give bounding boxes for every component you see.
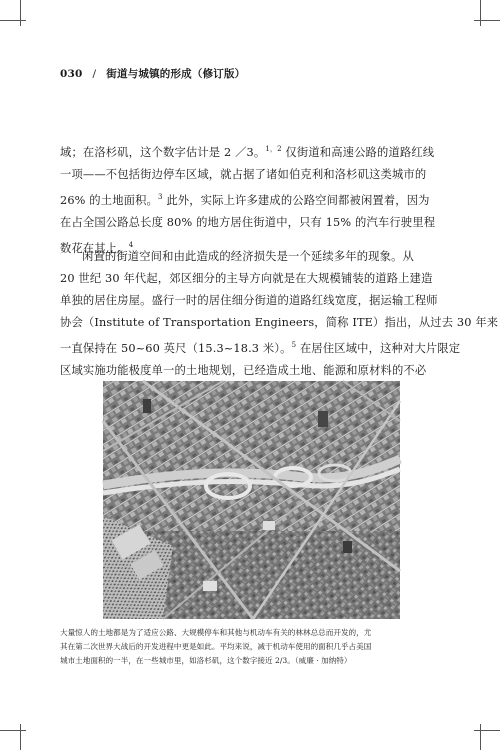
photo-caption [60, 626, 442, 668]
crop-mark [0, 730, 26, 731]
book-title: 街道与城镇的形成（修订版） [106, 68, 246, 80]
crop-mark [20, 724, 21, 750]
footnote-ref: 4 [128, 241, 134, 249]
crop-mark [20, 0, 21, 26]
text-line: 数花在其上。$^4$ [60, 241, 134, 255]
caption-line: 大量惊人的土地都是为了适应公路、大规模停车和其他与机动车有关的林林总总而开发的，尤 [60, 628, 372, 637]
text-line: 协会（Institute of Transportation Engineers，简称 ITE）指出，从过去 30 年来 [60, 316, 499, 329]
text-line: 单独的居住房屋。盛行一时的居住细分街道的道路红线宽度，据运输工程师 [60, 294, 438, 307]
crop-mark [480, 0, 481, 26]
text-line: 域；在洛杉矶，这个数字估计是 2 ／3。$^{1,2}$ 仅街道和高速公路的道路红线 [60, 145, 435, 159]
text-line: 在占全国公路总长度 80% 的地方居住街道中，只有 15% 的汽车行驶里程 [60, 216, 436, 229]
aerial-photo [103, 381, 400, 619]
caption-line: 城市土地面积的一半，在一些城市里，如洛杉矶，这个数字接近 2/3。（威廉 · 加纳特） [60, 656, 352, 665]
footnote-ref: 3 [157, 193, 163, 201]
text-line: 区域实施功能极度单一的土地规划，已经造成土地、能源和原材料的不必 [60, 364, 427, 377]
text-line: 一直保持在 50~60 英尺（15.3~18.3 米）。$^5$ 在居住区域中，这种对大片限定 [60, 341, 461, 355]
crop-mark [0, 20, 26, 21]
text-line: 闲置的街道空间和由此造成的经济损失是一个延续多年的现象。从 [82, 250, 414, 263]
body-paragraph-2 [60, 246, 499, 382]
footnote-ref: 5 [291, 341, 297, 349]
header-separator: / [92, 68, 97, 80]
crop-mark [480, 724, 481, 750]
footnote-ref: 1，2 [265, 145, 282, 153]
running-header [60, 66, 245, 81]
body-paragraph-1 [60, 138, 442, 260]
page-number: 030 [60, 68, 83, 80]
crop-mark [474, 730, 500, 731]
crop-mark [474, 20, 500, 21]
text-line: 20 世纪 30 年代起，郊区细分的主导方向就是在大规模铺装的道路上建造 [60, 272, 433, 285]
text-line: 26% 的土地面积。$^3$ 此外，实际上许多建成的公路空间都被闲置着，因为 [60, 193, 430, 207]
caption-line: 其在第二次世界大战后的开发进程中更是如此。平均来说，减于机动车使用的面积几乎占美国 [60, 642, 372, 651]
text-line: 一项——不包括街边停车区域，就占据了诸如伯克利和洛杉矶这类城市的 [60, 168, 427, 181]
